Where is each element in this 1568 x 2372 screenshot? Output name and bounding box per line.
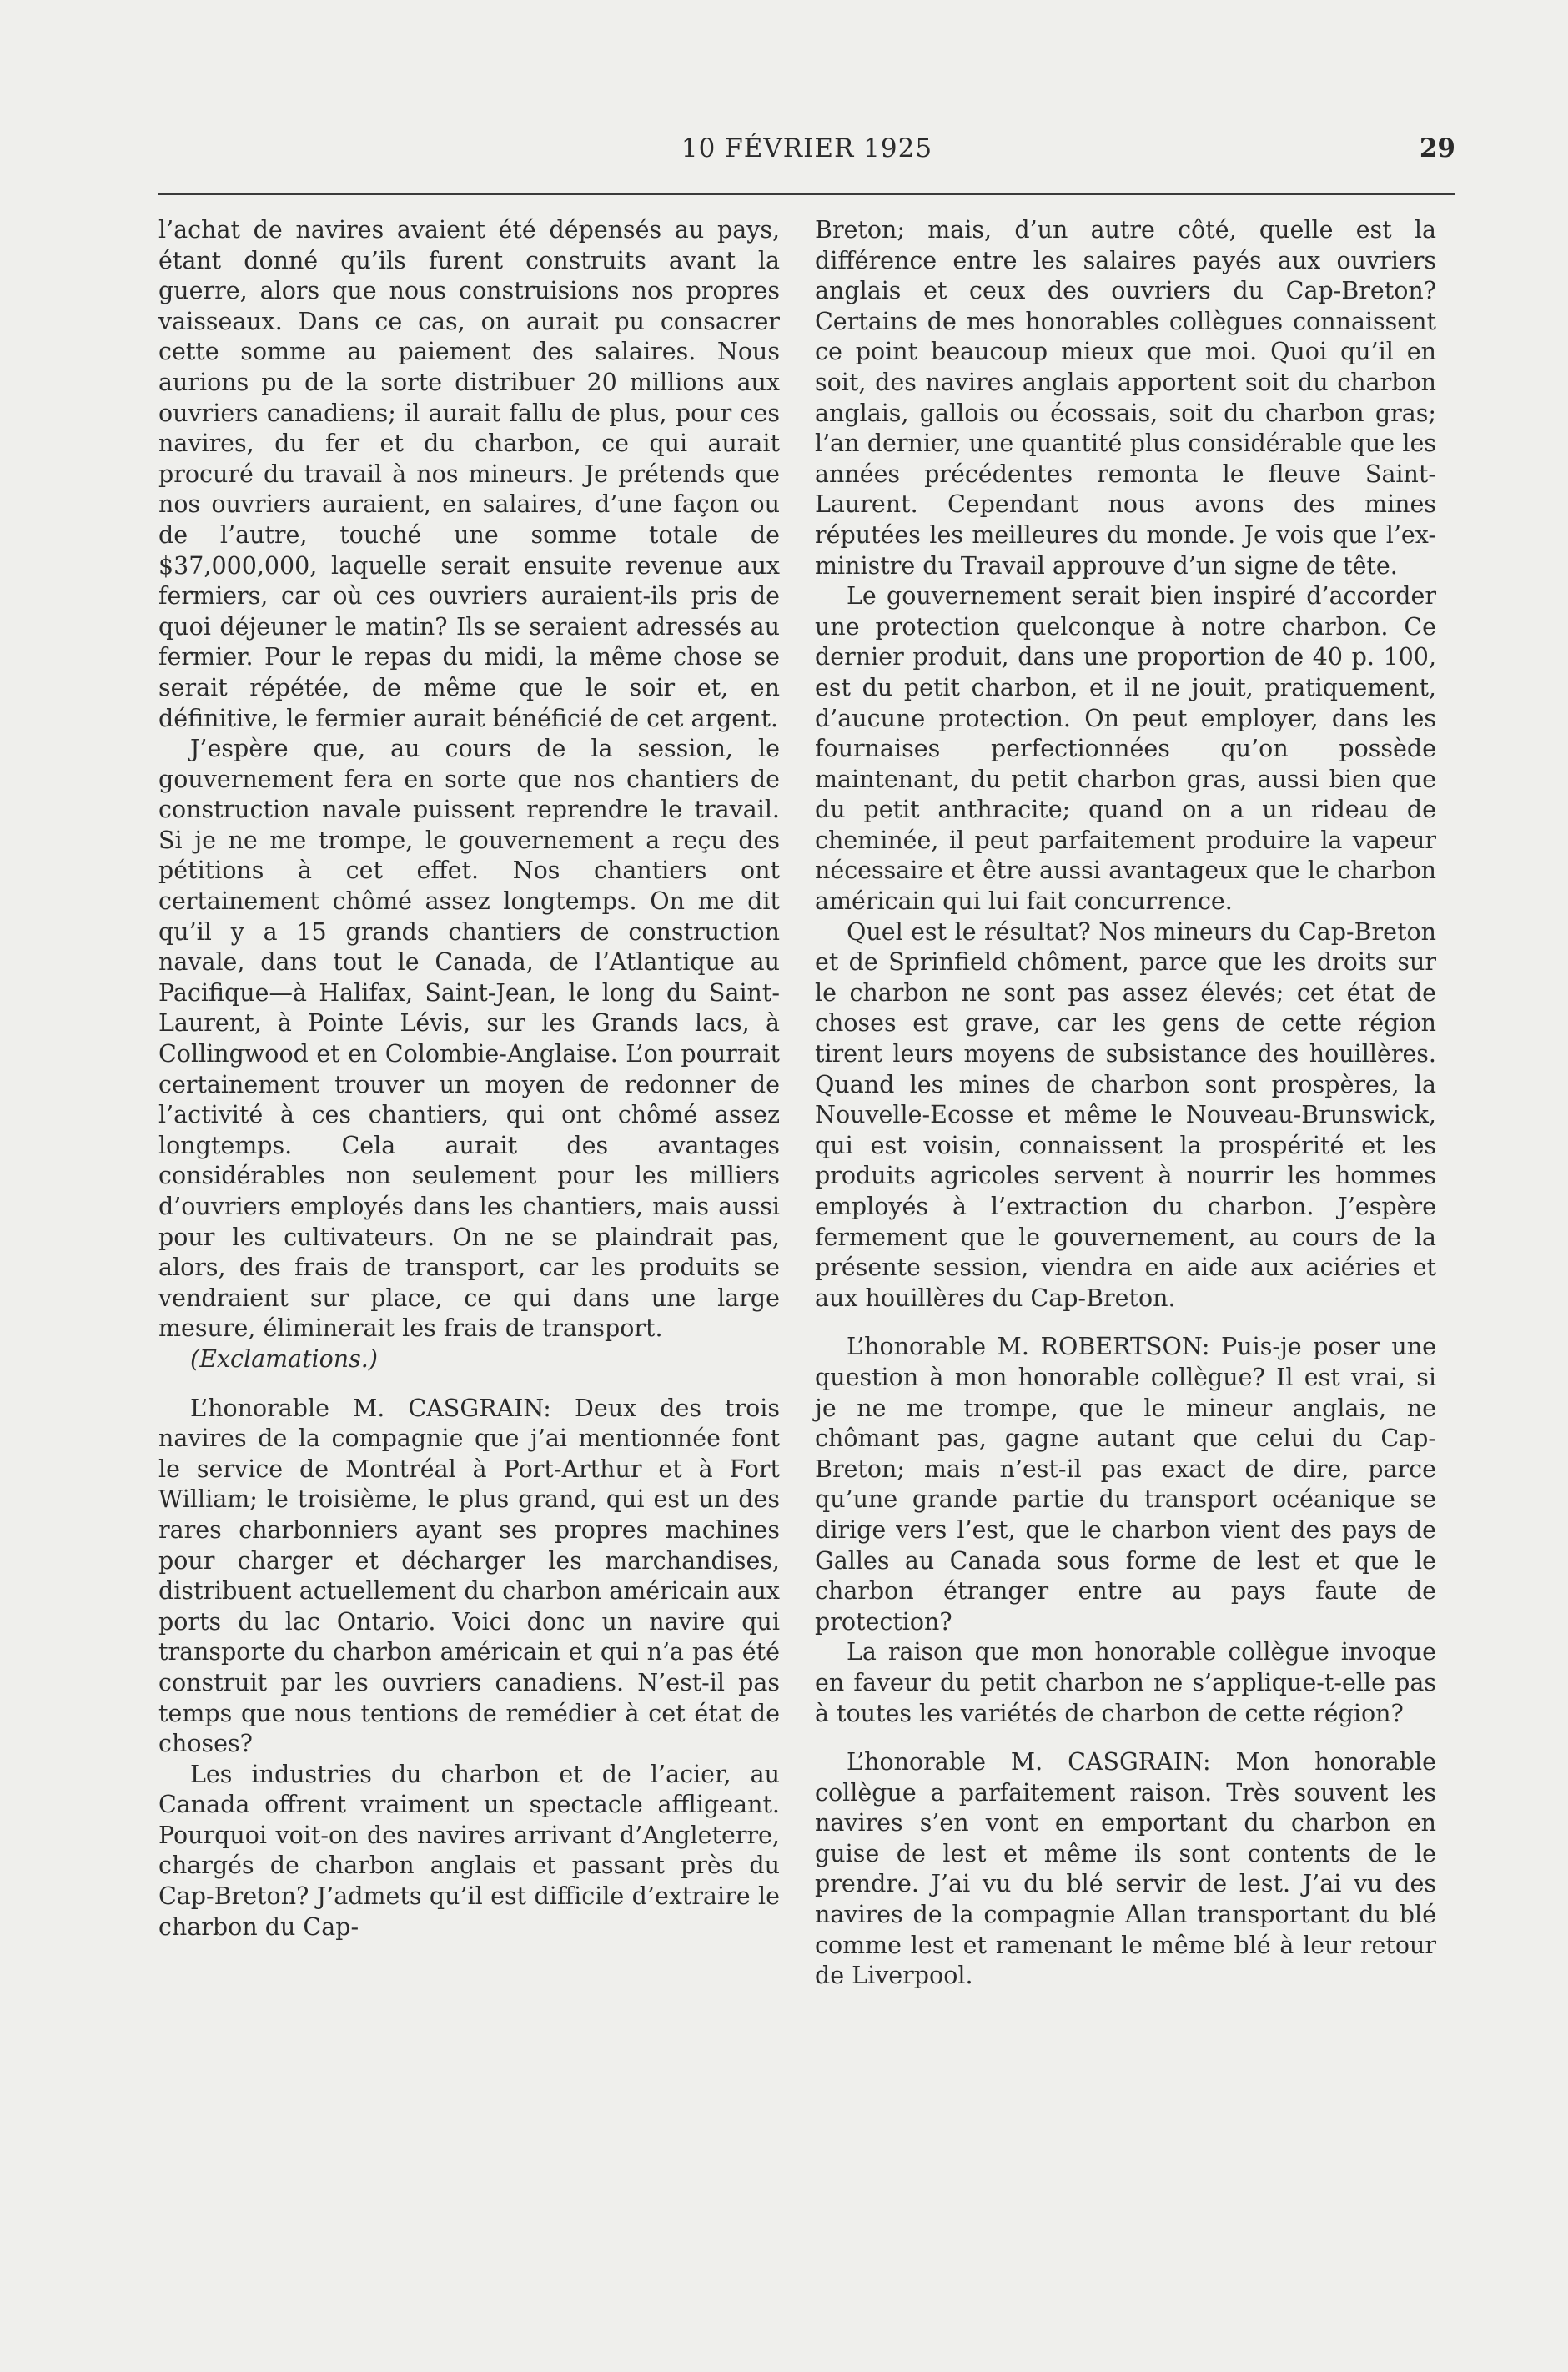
left-column <box>158 215 780 1942</box>
paragraph-exclamations: (Exclamations.) <box>190 1344 378 1373</box>
paragraph: Le gouvernement serait bien inspiré d’accorder une protection quelconque à notre charbon. Ce dernier produit, dans une proportion de 40 p. 100, est du petit charbon, et il ne jouit, pratiquement, d’aucune protection. On peut employer, dans les fournaises perfectionnées qu’on possède maintenant, du petit charbon gras, aussi bien que du petit anthracite; quand on a un rideau de cheminée, il peut parfaitement produire la vapeur nécessaire et être aussi avantageux que le charbon américain qui lui fait concurrence. <box>815 582 1436 916</box>
paragraph-speaker-casgrain: L’honorable M. CASGRAIN: Mon honorable collègue a parfaitement raison. Très souvent les navires s’en vont en emportant du charbon en guise de lest et même ils sont contents de le prendre. J’ai vu du blé servir de lest. J’ai vu des navires de la compagnie Allan transportant du blé comme lest et ramenant le même blé à leur retour de Liverpool. <box>815 1748 1436 1990</box>
page-header <box>158 133 1455 175</box>
paragraph: l’achat de navires avaient été dépensés au pays, étant donné qu’ils furent construits avant la guerre, alors que nous construisions nos propres vaisseaux. Dans ce cas, on aurait pu consacrer cette somme au paiement des salaires. Nous aurions pu de la sorte distribuer 20 millions aux ouvriers canadiens; il aurait fallu de plus, pour ces navires, du fer et du charbon, ce qui aurait procuré du travail à nos mineurs. Je prétends que nos ouvriers auraient, en salaires, d’une façon ou de l’autre, touché une somme totale de $37,000,000, laquelle serait ensuite revenue aux fermiers, car où ces ouvriers auraient-ils pris de quoi déjeuner le matin? Ils se seraient adressés au fermier. Pour le repas du midi, la même chose se serait répétée, de même que le soir et, en définitive, le fermier aurait bénéficié de cet argent. <box>158 216 780 732</box>
paragraph-speaker-casgrain: L’honorable M. CASGRAIN: Deux des trois navires de la compagnie que j’ai mentionnée font le service de Montréal à Port-Arthur et à Fort William; le troisième, le plus grand, qui est un des rares charbonniers ayant ses propres machines pour charger et décharger les marchandises, distribuent actuellement du charbon américain aux ports du lac Ontario. Voici donc un navire qui transporte du charbon américain et qui n’a pas été construit par les ouvriers canadiens. N’est-il pas temps que nous tentions de remédier à cet état de choses? <box>158 1394 780 1758</box>
header-rule <box>158 193 1455 195</box>
page-number: 29 <box>1419 133 1455 163</box>
paragraph: La raison que mon honorable collègue invoque en faveur du petit charbon ne s’applique-t-elle pas à toutes les variétés de charbon de cette région? <box>815 1638 1436 1727</box>
paragraph: Les industries du charbon et de l’acier, au Canada offrent vraiment un spectacle affligeant. Pourquoi voit-on des navires arrivant d’Angleterre, chargés de charbon anglais et passant près du Cap-Breton? J’admets qu’il est difficile d’extraire le charbon du Cap- <box>158 1760 780 1941</box>
paragraph: Quel est le résultat? Nos mineurs du Cap-Breton et de Sprinfield chôment, parce que les droits sur le charbon ne sont pas assez élevés; cet état de choses est grave, car les gens de cette région tirent leurs moyens de subsistance des houillères. Quand les mines de charbon sont prospères, la Nouvelle-Ecosse et même le Nouveau-Brunswick, qui est voisin, connaissent la prospérité et les produits agricoles servent à nourrir les hommes employés à l’extraction du charbon. J’espère fermement que le gouvernement, au cours de la présente session, viendra en aide aux aciéries et aux houillères du Cap-Breton. <box>815 917 1436 1312</box>
page-date-title: 10 FÉVRIER 1925 <box>681 133 933 163</box>
right-column <box>815 215 1436 1992</box>
paragraph-speaker-robertson: L’honorable M. ROBERTSON: Puis-je poser une question à mon honorable collègue? Il est vrai, si je ne me trompe, que le mineur anglais, ne chômant pas, gagne autant que celui du Cap-Breton; mais n’est-il pas exact de dire, parce qu’une grande partie du transport océanique se dirige vers l’est, que le charbon vient des pays de Galles au Canada sous forme de lest et que le charbon étranger entre au pays faute de protection? <box>815 1333 1436 1636</box>
paragraph: J’espère que, au cours de la session, le gouvernement fera en sorte que nos chantiers de construction navale puissent reprendre le travail. Si je ne me trompe, le gouvernement a reçu des pétitions à cet effet. Nos chantiers ont certainement chômé assez longtemps. On me dit qu’il y a 15 grands chantiers de construction navale, dans tout le Canada, de l’Atlantique au Pacifique—à Halifax, Saint-Jean, le long du Saint-Laurent, à Pointe Lévis, sur les Grands lacs, à Collingwood et en Colombie-Anglaise. L’on pourrait certainement trouver un moyen de redonner de l’activité à ces chantiers, qui ont chômé assez longtemps. Cela aurait des avantages considérables non seulement pour les milliers d’ouvriers employés dans les chantiers, mais aussi pour les cultivateurs. On ne se plaindrait pas, alors, des frais de transport, car les produits se vendraient sur place, ce qui dans une large mesure, éliminerait les frais de transport. <box>158 735 780 1343</box>
paragraph: Breton; mais, d’un autre côté, quelle est la différence entre les salaires payés aux ouvriers anglais et ceux des ouvriers du Cap-Breton? Certains de mes honorables collègues connaissent ce point beaucoup mieux que moi. Quoi qu’il en soit, des navires anglais apportent soit du charbon anglais, gallois ou écossais, soit du charbon gras; l’an dernier, une quantité plus considérable que les années précédentes remonta le fleuve Saint-Laurent. Cependant nous avons des mines réputées les meilleures du monde. Je vois que l’ex-ministre du Travail approuve d’un signe de tête. <box>815 216 1436 580</box>
